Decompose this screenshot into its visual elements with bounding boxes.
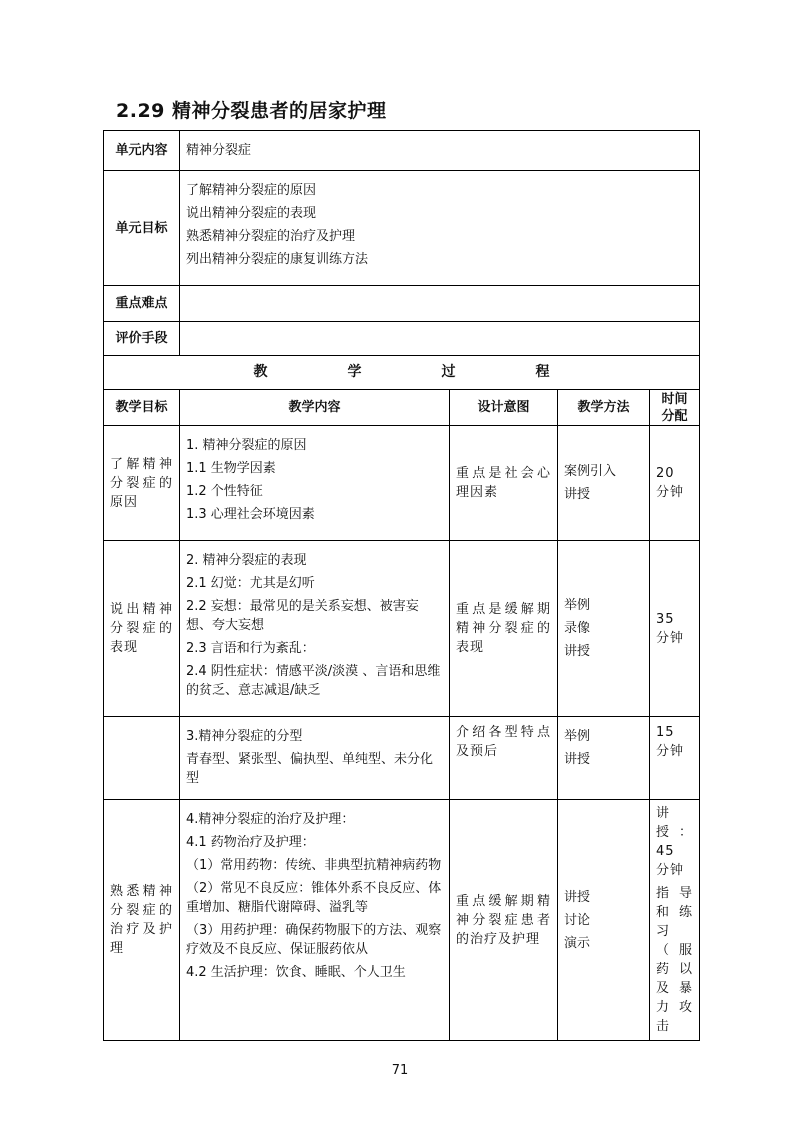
row-goal: 了解精神分裂症的原因 bbox=[104, 426, 180, 541]
header-design: 设计意图 bbox=[450, 390, 558, 426]
page-number: 71 bbox=[391, 1063, 409, 1078]
process-char: 教 bbox=[253, 364, 268, 380]
header-content: 教学内容 bbox=[180, 390, 450, 426]
header-goal: 教学目标 bbox=[104, 390, 180, 426]
lesson-plan-table bbox=[103, 130, 700, 1041]
process-char: 程 bbox=[535, 364, 550, 380]
row-goal: 熟悉精神分裂症的治疗及护理 bbox=[104, 800, 180, 1041]
row-design: 重点是社会心理因素 bbox=[450, 426, 558, 541]
row-content: 1. 精神分裂症的原因 1.1 生物学因素 1.2 个性特征 1.3 心理社会环境因素 bbox=[180, 426, 450, 541]
unit-goal-item: 说出精神分裂症的表现 bbox=[186, 206, 317, 221]
evaluation-label: 评价手段 bbox=[104, 322, 180, 356]
key-points-value bbox=[180, 286, 700, 322]
unit-goal-item: 列出精神分裂症的康复训练方法 bbox=[186, 252, 369, 267]
unit-goal-item: 熟悉精神分裂症的治疗及护理 bbox=[186, 229, 356, 244]
row-method: 举例 录像 讲授 bbox=[558, 541, 650, 717]
row-design: 介绍各型特点及预后 bbox=[450, 717, 558, 800]
unit-goals bbox=[180, 171, 700, 286]
process-char: 过 bbox=[441, 364, 456, 380]
row-time: 20 分钟 bbox=[650, 426, 700, 541]
row-content: 4.精神分裂症的治疗及护理： 4.1 药物治疗及护理： （1）常用药物：传统、非典型抗精神病药物 （2）常见不良反应：锥体外系不良反应、体重增加、糖脂代谢障碍、溢乳等 （3）用药护理：确保药物服下的方法、观察疗效及不良反应、保证服药依从 4.2 生活护理：饮食、睡眠、个人卫生 bbox=[180, 800, 450, 1041]
row-design: 重点缓解期精神分裂症患者的治疗及护理 bbox=[450, 800, 558, 1041]
row-time: 讲授：45 分钟 指导和练习（服药以及暴力攻击 bbox=[650, 800, 700, 1041]
row-time: 15 分钟 bbox=[650, 717, 700, 800]
row-design: 重点是缓解期精神分裂症的表现 bbox=[450, 541, 558, 717]
evaluation-value bbox=[180, 322, 700, 356]
row-method: 案例引入 讲授 bbox=[558, 426, 650, 541]
unit-content-value: 精神分裂症 bbox=[180, 131, 700, 171]
unit-goal-label: 单元目标 bbox=[104, 171, 180, 286]
header-method: 教学方法 bbox=[558, 390, 650, 426]
process-char: 学 bbox=[347, 364, 362, 380]
row-goal: 说出精神分裂症的表现 bbox=[104, 541, 180, 717]
row-method: 讲授 讨论 演示 bbox=[558, 800, 650, 1041]
key-points-label: 重点难点 bbox=[104, 286, 180, 322]
row-content: 3.精神分裂症的分型 青春型、紧张型、偏执型、单纯型、未分化型 bbox=[180, 717, 450, 800]
teaching-process-heading bbox=[104, 356, 700, 390]
row-content: 2. 精神分裂症的表现 2.1 幻觉：尤其是幻听 2.2 妄想：最常见的是关系妄想、被害妄想、夸大妄想 2.3 言语和行为紊乱： 2.4 阴性症状：情感平淡/淡漠 、言语和思维的贫乏、意志减退/缺乏 bbox=[180, 541, 450, 717]
row-time: 35 分钟 bbox=[650, 541, 700, 717]
unit-goal-item: 了解精神分裂症的原因 bbox=[186, 183, 317, 198]
unit-content-label: 单元内容 bbox=[104, 131, 180, 171]
page-title: 2.29 精神分裂患者的居家护理 bbox=[116, 100, 387, 122]
header-time: 时间 分配 bbox=[650, 390, 700, 426]
row-method: 举例 讲授 bbox=[558, 717, 650, 800]
row-goal bbox=[104, 717, 180, 800]
